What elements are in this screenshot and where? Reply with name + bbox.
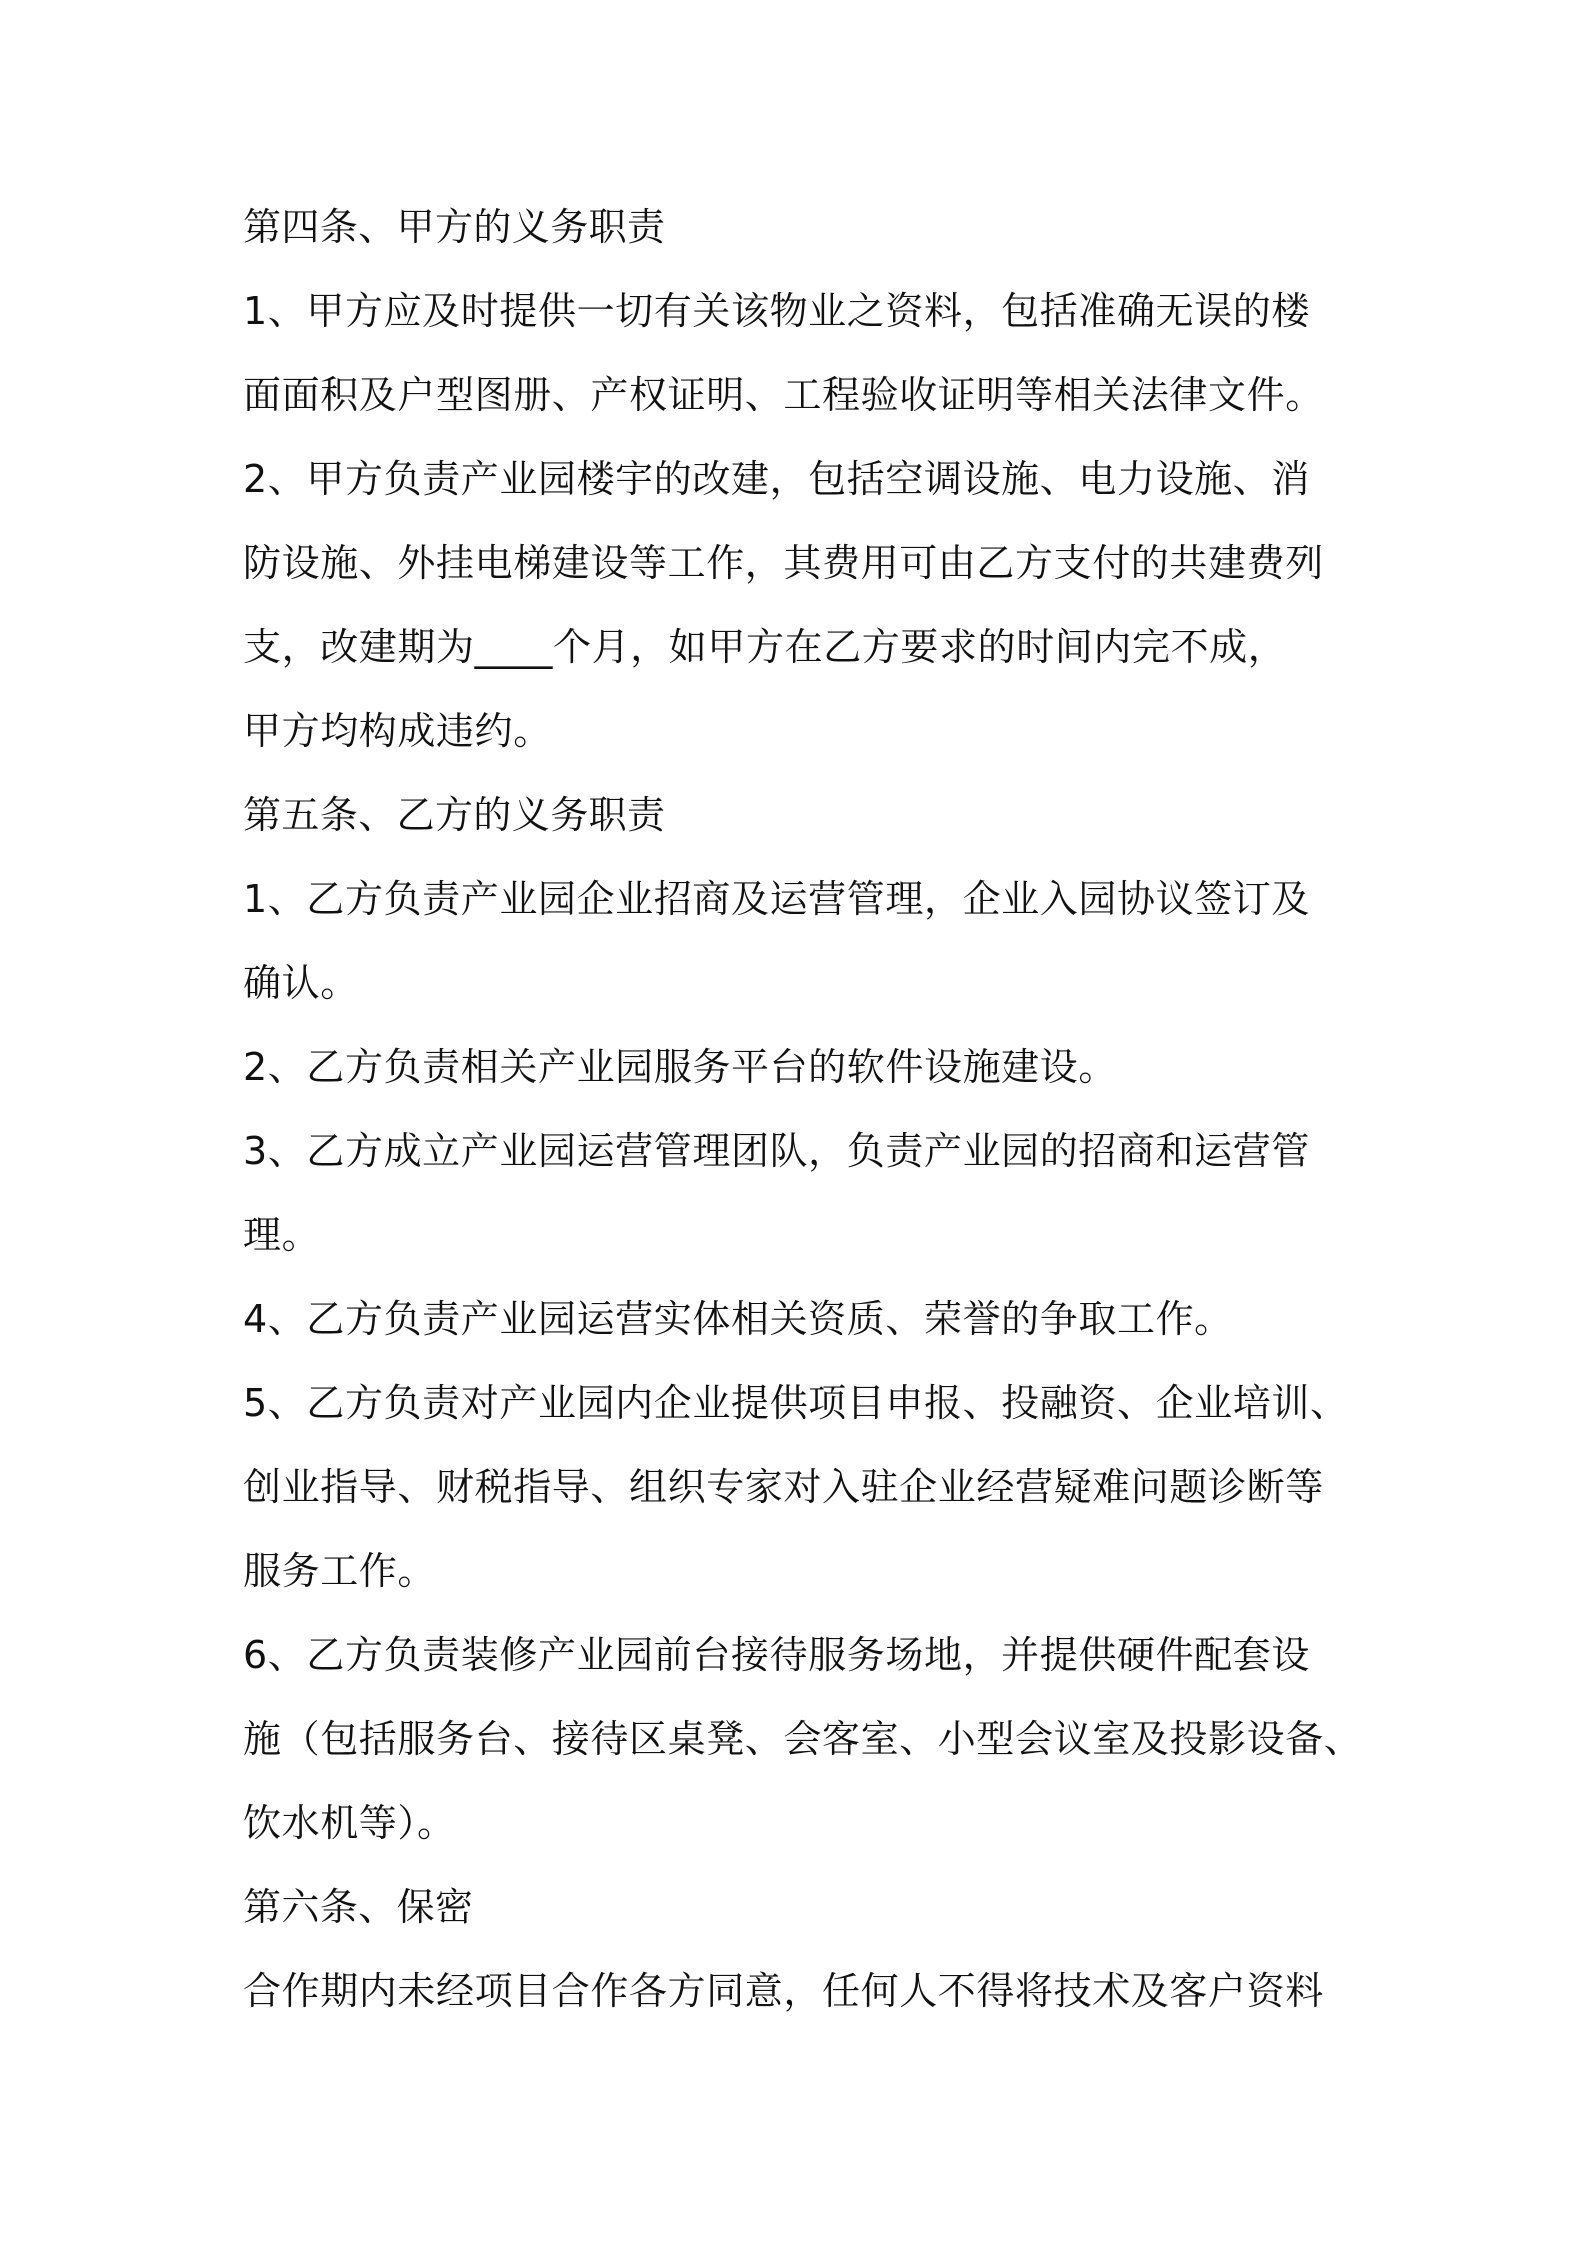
article-6-heading: 第六条、保密 — [243, 1885, 474, 1929]
article-4-clause-1-line-2: 面面积及户型图册、产权证明、工程验收证明等相关法律文件。 — [243, 373, 1324, 417]
article-5-clause-6-line-2: 施（包括服务台、接待区桌凳、会客室、小型会议室及投影设备、 — [243, 1717, 1363, 1761]
article-4-clause-2-line-4: 甲方均构成违约。 — [243, 709, 552, 753]
article-4-clause-2-line-2: 防设施、外挂电梯建设等工作，其费用可由乙方支付的共建费列 — [243, 541, 1324, 585]
article-5-clause-1-line-2: 确认。 — [243, 961, 359, 1005]
article-5-clause-4: 4、乙方负责产业园运营实体相关资质、荣誉的争取工作。 — [243, 1297, 1233, 1341]
article-4-heading: 第四条、甲方的义务职责 — [243, 205, 666, 249]
article-5-clause-5-line-1: 5、乙方负责对产业园内企业提供项目申报、投融资、企业培训、 — [243, 1381, 1349, 1425]
article-4-clause-2-line-3: 支，改建期为____个月，如甲方在乙方要求的时间内完不成， — [243, 625, 1287, 669]
article-5-clause-3-line-2: 理。 — [243, 1213, 321, 1257]
article-5-clause-3-line-1: 3、乙方成立产业园运营管理团队，负责产业园的招商和运营管 — [243, 1129, 1310, 1173]
article-5-clause-2: 2、乙方负责相关产业园服务平台的软件设施建设。 — [243, 1045, 1117, 1089]
article-5-clause-5-line-2: 创业指导、财税指导、组织专家对入驻企业经营疑难问题诊断等 — [243, 1465, 1324, 1509]
article-5-clause-1-line-1: 1、乙方负责产业园企业招商及运营管理，企业入园协议签订及 — [243, 877, 1310, 921]
article-5-clause-6-line-3: 饮水机等）。 — [243, 1801, 456, 1845]
article-5-clause-6-line-1: 6、乙方负责装修产业园前台接待服务场地，并提供硬件配套设 — [243, 1633, 1310, 1677]
article-6-paragraph-line-1: 合作期内未经项目合作各方同意，任何人不得将技术及客户资料 — [243, 1969, 1324, 2013]
article-5-clause-5-line-3: 服务工作。 — [243, 1549, 437, 1593]
article-4-clause-2-line-1: 2、甲方负责产业园楼宇的改建，包括空调设施、电力设施、消 — [243, 457, 1310, 501]
article-5-heading: 第五条、乙方的义务职责 — [243, 793, 666, 837]
article-4-clause-1-line-1: 1、甲方应及时提供一切有关该物业之资料，包括准确无误的楼 — [243, 289, 1310, 333]
